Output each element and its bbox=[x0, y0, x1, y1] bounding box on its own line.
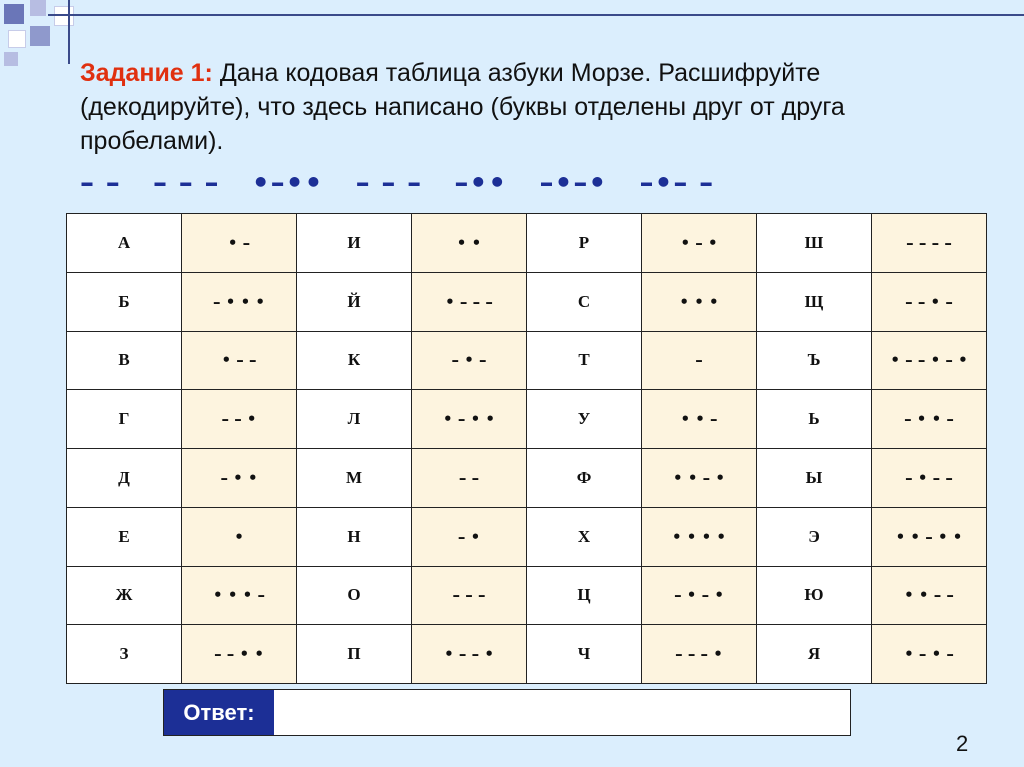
task-text: Дана кодовая таблица азбуки Морзе. Расшифруйте (декодируйте), что здесь написано (буквы отделены друг от друга пробелами). bbox=[80, 59, 845, 155]
code-cell: • – • bbox=[642, 214, 757, 273]
code-cell: – • • bbox=[182, 449, 297, 508]
letter-cell: Ц bbox=[527, 566, 642, 625]
code-cell: – • • • bbox=[182, 272, 297, 331]
decor-square-3 bbox=[54, 6, 74, 26]
code-cell: • – • – bbox=[872, 625, 987, 684]
letter-cell: В bbox=[67, 331, 182, 390]
code-cell: • • bbox=[412, 214, 527, 273]
code-cell: • bbox=[182, 507, 297, 566]
code-cell: – • – bbox=[412, 331, 527, 390]
table-row bbox=[67, 449, 987, 508]
letter-cell: С bbox=[527, 272, 642, 331]
code-cell: • • – – bbox=[872, 566, 987, 625]
code-cell: – – – bbox=[412, 566, 527, 625]
letter-cell: Д bbox=[67, 449, 182, 508]
code-cell: • • • – bbox=[182, 566, 297, 625]
letter-cell: Э bbox=[757, 507, 872, 566]
letter-cell: И bbox=[297, 214, 412, 273]
code-cell: • – • • bbox=[412, 390, 527, 449]
code-cell: – – • bbox=[182, 390, 297, 449]
answer-field[interactable] bbox=[274, 690, 850, 735]
morse-code-table bbox=[66, 213, 987, 684]
letter-cell: Н bbox=[297, 507, 412, 566]
task-heading: Задание 1: bbox=[80, 59, 213, 87]
letter-cell: Т bbox=[527, 331, 642, 390]
answer-box bbox=[163, 689, 851, 736]
letter-cell: М bbox=[297, 449, 412, 508]
letter-cell: З bbox=[67, 625, 182, 684]
decor-square-1 bbox=[4, 4, 24, 24]
letter-cell: Ы bbox=[757, 449, 872, 508]
code-cell: – – • • bbox=[182, 625, 297, 684]
decor-square-4 bbox=[8, 30, 26, 48]
letter-cell: О bbox=[297, 566, 412, 625]
letter-cell: У bbox=[527, 390, 642, 449]
letter-cell: Г bbox=[67, 390, 182, 449]
letter-cell: К bbox=[297, 331, 412, 390]
table-row bbox=[67, 625, 987, 684]
page-number: 2 bbox=[956, 731, 969, 756]
letter-cell: Щ bbox=[757, 272, 872, 331]
code-cell: • • – bbox=[642, 390, 757, 449]
letter-cell: Ф bbox=[527, 449, 642, 508]
letter-cell: Ъ bbox=[757, 331, 872, 390]
code-cell: • • – • bbox=[642, 449, 757, 508]
table-row bbox=[67, 214, 987, 273]
code-cell: – – • – bbox=[872, 272, 987, 331]
decor-square-6 bbox=[4, 52, 18, 66]
task-description bbox=[80, 56, 980, 158]
decor-horizontal-line bbox=[48, 14, 1024, 16]
table-row bbox=[67, 390, 987, 449]
letter-cell: Х bbox=[527, 507, 642, 566]
letter-cell: Е bbox=[67, 507, 182, 566]
letter-cell: Я bbox=[757, 625, 872, 684]
table-row bbox=[67, 566, 987, 625]
table-row bbox=[67, 507, 987, 566]
decor-square-2 bbox=[30, 0, 46, 16]
letter-cell: Ж bbox=[67, 566, 182, 625]
code-cell: – – – – bbox=[872, 214, 987, 273]
code-cell: – – bbox=[412, 449, 527, 508]
code-cell: • – – • – • bbox=[872, 331, 987, 390]
table-row bbox=[67, 272, 987, 331]
letter-cell: Ь bbox=[757, 390, 872, 449]
letter-cell: Ш bbox=[757, 214, 872, 273]
code-cell: – • – – bbox=[872, 449, 987, 508]
code-cell: – • • – bbox=[872, 390, 987, 449]
letter-cell: Р bbox=[527, 214, 642, 273]
code-cell: – • bbox=[412, 507, 527, 566]
code-cell: • – – • bbox=[412, 625, 527, 684]
decor-square-5 bbox=[30, 26, 50, 46]
code-cell: • – bbox=[182, 214, 297, 273]
letter-cell: П bbox=[297, 625, 412, 684]
code-cell: • • • • bbox=[642, 507, 757, 566]
code-cell: – – – • bbox=[642, 625, 757, 684]
letter-cell: Й bbox=[297, 272, 412, 331]
encoded-message: – – – – – •–•• – – – –•• –•–• –•– – bbox=[80, 166, 715, 199]
code-cell: • • – • • bbox=[872, 507, 987, 566]
letter-cell: Л bbox=[297, 390, 412, 449]
code-cell: • – – bbox=[182, 331, 297, 390]
code-cell: – bbox=[642, 331, 757, 390]
code-cell: – • – • bbox=[642, 566, 757, 625]
letter-cell: Б bbox=[67, 272, 182, 331]
table-row bbox=[67, 331, 987, 390]
code-cell: • • • bbox=[642, 272, 757, 331]
letter-cell: А bbox=[67, 214, 182, 273]
code-cell: • – – – bbox=[412, 272, 527, 331]
letter-cell: Ч bbox=[527, 625, 642, 684]
answer-label: Ответ: bbox=[164, 690, 274, 735]
letter-cell: Ю bbox=[757, 566, 872, 625]
decor-vertical-line bbox=[68, 0, 70, 64]
